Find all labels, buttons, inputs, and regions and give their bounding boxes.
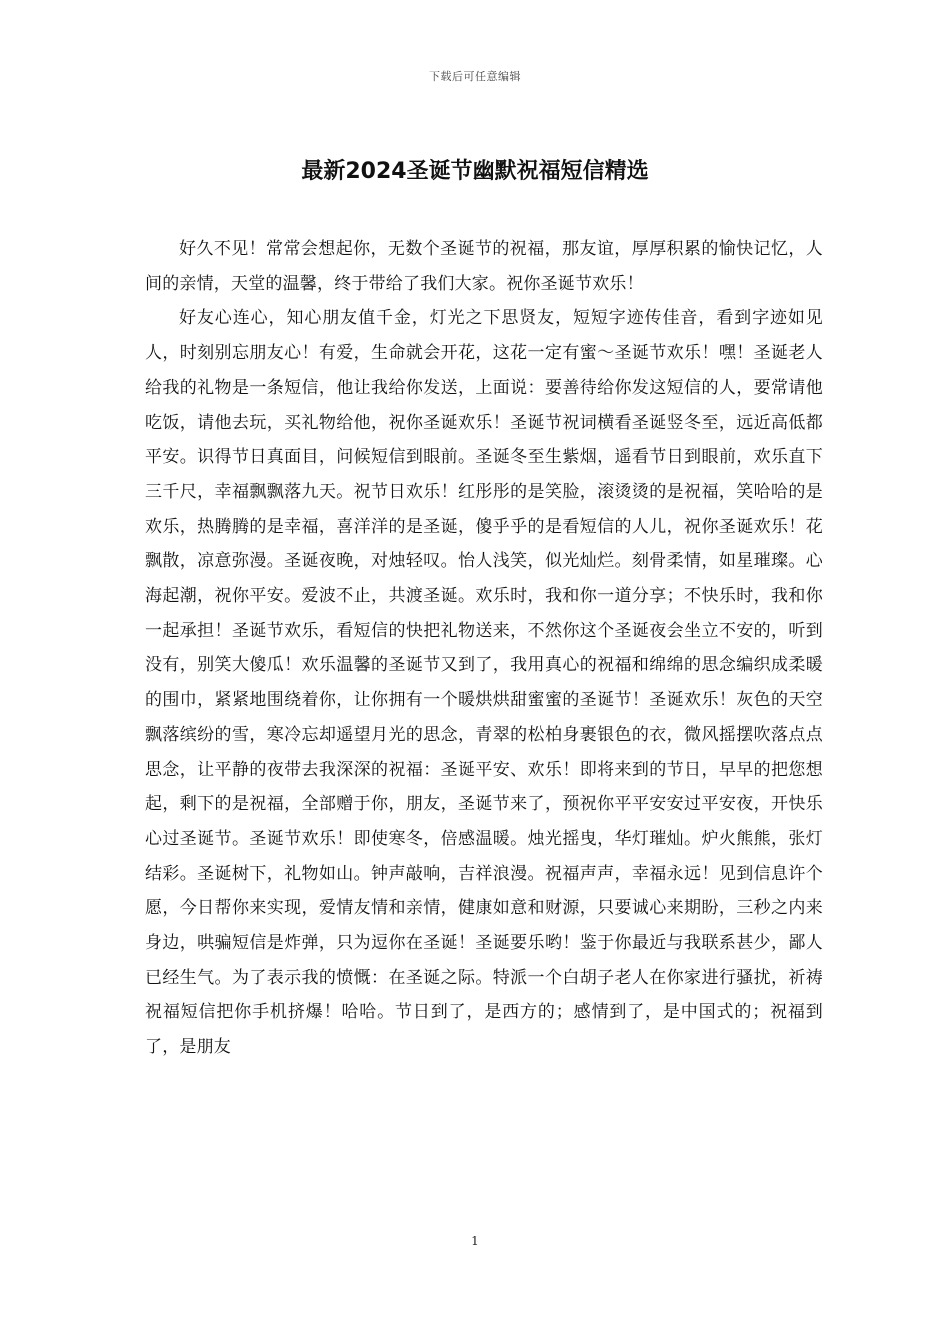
- paragraph: 好友心连心，知心朋友值千金，灯光之下思贤友，短短字迹传佳音，看到字迹如见人，时刻别忘朋友心！有爱，生命就会开花，这花一定有蜜～圣诞节欢乐！嘿！圣诞老人给我的礼物是一条短信，他让我给你发送，上面说：要善待给你发这短信的人，要常请他吃饭，请他去玩，买礼物给他，祝你圣诞欢乐！圣诞节祝词横看圣诞竖冬至，远近高低都平安。识得节日真面目，问候短信到眼前。圣诞冬至生紫烟，遥看节日到眼前，欢乐直下三千尺，幸福飘飘落九天。祝节日欢乐！红彤彤的是笑脸，滚烫烫的是祝福，笑哈哈的是欢乐，热腾腾的是幸福，喜洋洋的是圣诞，傻乎乎的是看短信的人儿，祝你圣诞欢乐！花飘散，凉意弥漫。圣诞夜晚，对烛轻叹。怡人浅笑，似光灿烂。刻骨柔情，如星璀璨。心海起潮，祝你平安。爱波不止，共渡圣诞。欢乐时，我和你一道分享；不快乐时，我和你一起承担！圣诞节欢乐，看短信的快把礼物送来，不然你这个圣诞夜会坐立不安的，听到没有，别笑大傻瓜！欢乐温馨的圣诞节又到了，我用真心的祝福和绵绵的思念编织成柔暖的围巾，紧紧地围绕着你，让你拥有一个暖烘烘甜蜜蜜的圣诞节！圣诞欢乐！灰色的天空飘落缤纷的雪，寒冷忘却遥望月光的思念，青翠的松柏身裹银色的衣，微风摇摆吹落点点思念，让平静的夜带去我深深的祝福：圣诞平安、欢乐！即将来到的节日，早早的把您想起，剩下的是祝福，全部赠于你，朋友，圣诞节来了，预祝你平平安安过平安夜，开快乐心过圣诞节。圣诞节欢乐！即使寒冬，倍感温暖。烛光摇曳，华灯璀灿。炉火熊熊，张灯结彩。圣诞树下，礼物如山。钟声敲响，吉祥浪漫。祝福声声，幸福永远！见到信息许个愿，今日帮你来实现，爱情友情和亲情，健康如意和财源，只要诚心来期盼，三秒之内来身边，哄骗短信是炸弹，只为逗你在圣诞！圣诞要乐哟！鉴于你最近与我联系甚少，鄙人已经生气。为了表示我的愤慨：在圣诞之际。特派一个白胡子老人在你家进行骚扰，祈祷祝福短信把你手机挤爆！哈哈。节日到了，是西方的；感情到了，是中国式的；祝福到了，是朋友: [145, 308, 823, 1058]
- header-note: 下载后可任意编辑: [429, 70, 521, 83]
- document-body: [145, 232, 823, 1065]
- paragraph: 好久不见！常常会想起你，无数个圣诞节的祝福，那友谊，厚厚积累的愉快记忆，人间的亲情，天堂的温馨，终于带给了我们大家。祝你圣诞节欢乐！: [145, 239, 823, 294]
- page-number: 1: [471, 1234, 479, 1248]
- document-title: 最新2024圣诞节幽默祝福短信精选: [301, 159, 649, 184]
